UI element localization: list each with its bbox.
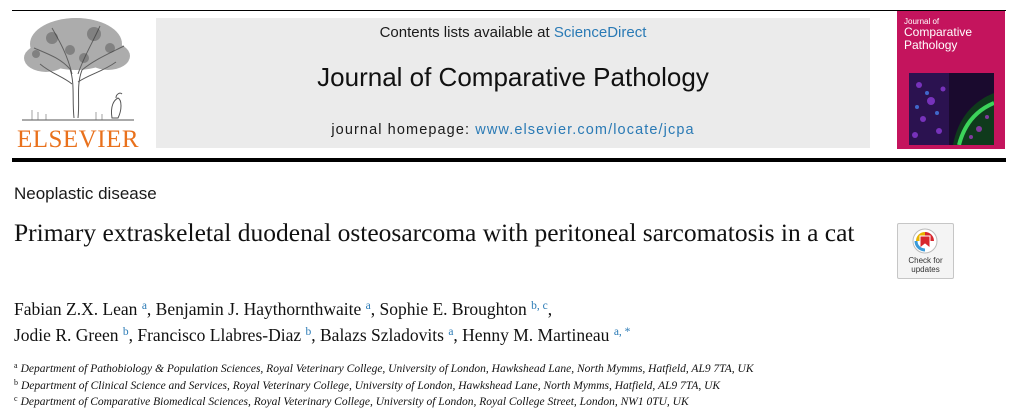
homepage-link[interactable]: www.elsevier.com/locate/jcpa bbox=[475, 122, 695, 138]
author-affiliation-ref[interactable]: a, * bbox=[613, 326, 631, 338]
cover-journal-of: Journal of bbox=[904, 17, 940, 26]
author-separator: , bbox=[547, 299, 553, 319]
cover-title-line1: Comparative bbox=[904, 25, 973, 40]
author-list bbox=[14, 296, 894, 348]
check-line1: Check for bbox=[908, 256, 943, 265]
contents-line bbox=[156, 24, 870, 41]
affiliation-text: Department of Pathobiology & Population Sciences, Royal Veterinary College, University of London, Hawkshead Lane, North Mymms, Hatfield, AL9 7TA, UK bbox=[20, 363, 754, 375]
affiliation-list bbox=[14, 361, 994, 411]
elsevier-logo[interactable] bbox=[12, 14, 144, 154]
cover-title-line2: Pathology bbox=[904, 37, 958, 52]
affiliation-label: c bbox=[14, 394, 18, 403]
author-name[interactable]: Balazs Szladovits bbox=[320, 325, 444, 345]
contents-prefix: Contents lists available at bbox=[379, 24, 554, 41]
elsevier-wordmark: ELSEVIER bbox=[16, 126, 140, 153]
cover-subtitle-bar bbox=[904, 54, 1002, 58]
author-name[interactable]: Henny M. Martineau bbox=[462, 325, 610, 345]
homepage-prefix: journal homepage: bbox=[331, 122, 476, 138]
affiliation-text: Department of Comparative Biomedical Sciences, Royal Veterinary College, University of London, Royal College Street, London, NW1 0TU, UK bbox=[20, 396, 689, 408]
author-affiliation-ref[interactable]: a bbox=[365, 300, 371, 312]
check-for-updates-label bbox=[898, 256, 953, 274]
affiliation-label: b bbox=[14, 377, 18, 387]
homepage-line bbox=[156, 122, 870, 138]
affiliation-item bbox=[14, 378, 994, 395]
author-name[interactable]: Jodie R. Green bbox=[14, 325, 119, 345]
cover-micrograph-icon bbox=[909, 73, 994, 145]
check-line2: updates bbox=[911, 265, 940, 274]
article-section: Neoplastic disease bbox=[14, 184, 157, 203]
affiliation-label: a bbox=[14, 361, 18, 370]
author-affiliation-ref[interactable]: a bbox=[448, 326, 454, 338]
journal-banner bbox=[156, 18, 870, 148]
elsevier-tree-icon bbox=[12, 14, 144, 124]
author-affiliation-ref[interactable]: b bbox=[122, 326, 129, 338]
check-for-updates-button[interactable] bbox=[897, 223, 954, 279]
author-affiliation-ref[interactable]: b, c bbox=[531, 300, 548, 312]
affiliation-item bbox=[14, 361, 994, 378]
crossmark-icon bbox=[912, 228, 938, 256]
author-affiliation-ref[interactable]: b bbox=[305, 326, 312, 338]
cover-text bbox=[904, 18, 1002, 58]
sciencedirect-link[interactable]: ScienceDirect bbox=[553, 24, 647, 41]
journal-cover[interactable] bbox=[897, 11, 1005, 149]
author-name[interactable]: Benjamin J. Haythornthwaite bbox=[155, 299, 362, 319]
author-separator: , bbox=[311, 325, 320, 345]
header-divider bbox=[12, 158, 1006, 162]
article-title: Primary extraskeletal duodenal osteosarcoma with peritoneal sarcomatosis in a cat bbox=[14, 218, 855, 247]
author-separator: , bbox=[453, 325, 463, 345]
author-name[interactable]: Francisco Llabres-Diaz bbox=[137, 325, 302, 345]
author-name[interactable]: Sophie E. Broughton bbox=[379, 299, 527, 319]
affiliation-item bbox=[14, 394, 994, 411]
affiliation-text: Department of Clinical Science and Services, Royal Veterinary College, University of London, Hawkshead Lane, North Mymms, Hatfield, AL9 7TA, UK bbox=[21, 379, 721, 392]
author-name[interactable]: Fabian Z.X. Lean bbox=[14, 299, 138, 319]
author-separator: , bbox=[128, 325, 138, 345]
journal-title[interactable]: Journal of Comparative Pathology bbox=[317, 62, 709, 92]
author-separator: , bbox=[370, 299, 380, 319]
author-affiliation-ref[interactable]: a bbox=[141, 300, 147, 312]
author-separator: , bbox=[146, 299, 156, 319]
top-rule bbox=[12, 10, 1006, 11]
